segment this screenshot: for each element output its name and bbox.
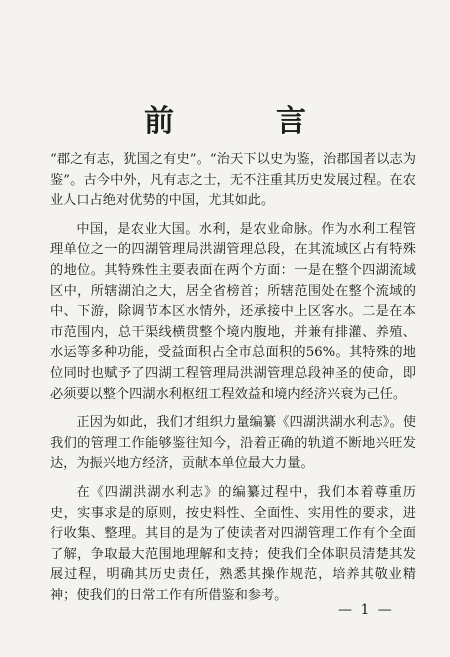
paragraph: 中国，是农业大国。水利，是农业命脉。作为水利工程管理单位之一的四湖管理局洪湖管理总段，在其流域区占有特殊的地位。其特殊性主要表面在两个方面：一是在整个四湖流域区中，所辖湖泊之大，居全省榜首；所辖范围处在整个流域的中、下游，除调节本区水情外，还承接中上区客水。二是在本市范围内，总干渠线横贯整个境内腹地，并兼有排灌、养殖、水运等多种功能，受益面积占全市总面积的56%。其特殊的地位同时也赋予了四湖工程管理局洪湖管理总段神圣的使命，即必须要以整个四湖水利枢纽工程效益和境内经济兴衰为己任。 — [50, 221, 416, 402]
paragraph: 在《四湖洪湖水利志》的编纂过程中，我们本着尊重历史，实事求是的原则，按史料性、全面性、实用性的要求，进行收集、整理。其目的是为了使读者对四湖管理工作有个全面了解，争取最大范围地理解和支持；使我们全体职员清楚其发展过程，明确其历史责任，熟悉其操作规范，培养其敬业精神；使我们的日常工作有所借鉴和参考。 — [50, 484, 416, 603]
paragraph: 正因为如此，我们才组织力量编纂《四湖洪湖水利志》。使我们的管理工作能够鉴往知今，沿着正确的轨道不断地兴旺发达，为振兴地方经济，贡献本单位最大力量。 — [50, 415, 416, 472]
body-text — [50, 150, 416, 614]
page-number: — 1 — — [338, 602, 394, 618]
page-title: 前 言 — [144, 104, 342, 139]
paragraph: “郡之有志，犹国之有史”。“治天下以史为鉴，治郡国者以志为鉴”。古今中外，凡有志之士，无不注重其历史发展过程。在农业人口占绝对优势的中国，尤其如此。 — [50, 152, 416, 209]
